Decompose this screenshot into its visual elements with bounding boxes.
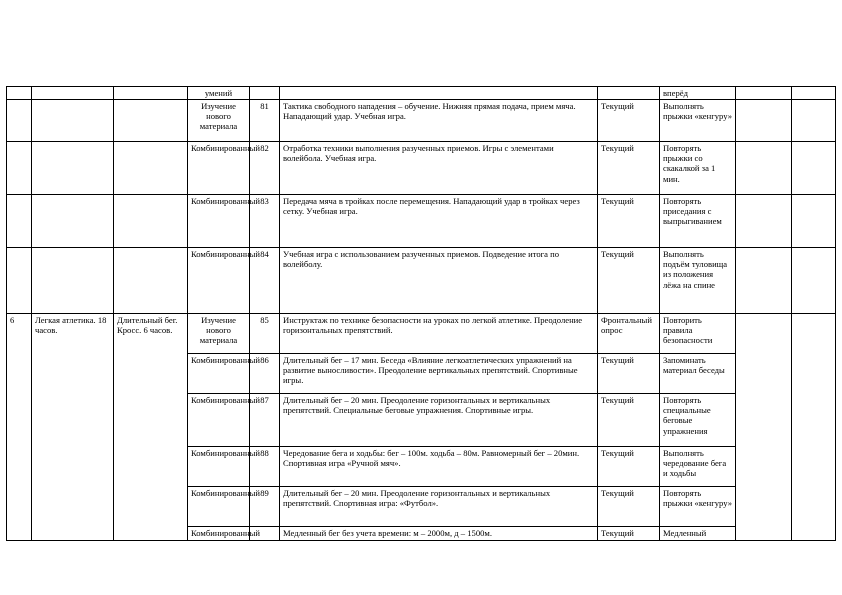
cell-empty <box>32 248 114 314</box>
cell-empty <box>792 248 836 314</box>
cell-empty <box>7 100 32 142</box>
control-type-cell: Текущий <box>598 100 660 142</box>
cell-empty <box>736 100 792 142</box>
control-type-cell: Текущий <box>598 447 660 487</box>
cell-empty <box>736 142 792 195</box>
continuation-row <box>7 87 836 100</box>
lesson-plan-table <box>6 86 836 541</box>
homework-cell: Запоминать материал беседы <box>660 354 736 394</box>
cell-empty <box>792 314 836 541</box>
lesson-type-cell: Комбинированный <box>188 195 250 248</box>
homework-cell: Выполнять чередование бега и ходьбы <box>660 447 736 487</box>
lesson-number-cell: 86 <box>250 354 280 394</box>
lesson-content-cell: Длительный бег – 17 мин. Беседа «Влияние легкоатлетических упражнений на развитие выносливости». Преодоление вертикальных препятствий. Спортивные игры. <box>280 354 598 394</box>
control-type-cell: Текущий <box>598 394 660 447</box>
cell-empty <box>32 142 114 195</box>
cell-empty <box>32 87 114 100</box>
table-row <box>7 142 836 195</box>
table-row <box>7 314 836 354</box>
control-type-cell: Текущий <box>598 195 660 248</box>
cell-empty <box>7 248 32 314</box>
cell-empty <box>250 87 280 100</box>
lesson-number-cell: 81 <box>250 100 280 142</box>
lesson-number-cell: 89 <box>250 487 280 527</box>
lesson-content-cell: Инструктаж по технике безопасности на уроках по легкой атлетике. Преодоление горизонтальных препятствий. <box>280 314 598 354</box>
homework-cell: Выполнять подъём туловища из положения лёжа на спине <box>660 248 736 314</box>
control-type-cell <box>598 527 660 541</box>
lesson-type-cell: Комбинированный <box>188 447 250 487</box>
lesson-type-cell: Комбинированный <box>188 394 250 447</box>
homework-cell: Выполнять прыжки «кенгуру» <box>660 100 736 142</box>
lesson-type-cell: Комбинированный <box>188 487 250 527</box>
lesson-content-cell: Отработка техники выполнения разученных приемов. Игры с элементами волейбола. Учебная игра. <box>280 142 598 195</box>
homework-cell: вперёд <box>660 87 736 100</box>
lesson-content-cell: Учебная игра с использованием разученных приемов. Подведение итога по волейболу. <box>280 248 598 314</box>
cell-empty <box>736 195 792 248</box>
lesson-type-cell: умений <box>188 87 250 100</box>
cell-empty <box>114 100 188 142</box>
cell-empty <box>792 195 836 248</box>
cell-empty <box>736 87 792 100</box>
homework-cell: Повторять прыжки со скакалкой за 1 мин. <box>660 142 736 195</box>
lesson-content-cell: Тактика свободного нападения – обучение. Нижняя прямая подача, прием мяча. Нападающий удар. Учебная игра. <box>280 100 598 142</box>
cell-empty <box>792 142 836 195</box>
lesson-type-cell: Комбинированный <box>188 248 250 314</box>
lesson-type-cell: Изучение нового материала <box>188 314 250 354</box>
lesson-type-cell <box>188 527 260 541</box>
lesson-content-cell: Передача мяча в тройках после перемещения. Нападающий удар в тройках через сетку. Учебная игра. <box>280 195 598 248</box>
lesson-content-cell <box>280 527 598 541</box>
lesson-number-cell: 82 <box>250 142 280 195</box>
table-row <box>7 195 836 248</box>
lesson-number-cell: 88 <box>250 447 280 487</box>
lesson-number-cell: 85 <box>250 314 280 354</box>
cell-empty <box>792 87 836 100</box>
lesson-type-text: Комбинированный <box>191 528 260 539</box>
cell-empty <box>114 195 188 248</box>
cell-empty <box>114 248 188 314</box>
cell-empty <box>32 195 114 248</box>
lesson-number-cell: 84 <box>250 248 280 314</box>
cell-empty <box>7 87 32 100</box>
lesson-type-cell: Комбинированный <box>188 142 250 195</box>
cell-empty <box>114 142 188 195</box>
control-type-text: Текущий <box>601 528 634 539</box>
section-number-cell: 6 <box>7 314 32 541</box>
cell-empty <box>736 314 792 541</box>
control-type-cell: Текущий <box>598 248 660 314</box>
control-type-cell: Фронтальный опрос <box>598 314 660 354</box>
lesson-number-cell: 87 <box>250 394 280 447</box>
control-type-cell: Текущий <box>598 487 660 527</box>
lesson-content-cell: Длительный бег – 20 мин. Преодоление горизонтальных и вертикальных препятствий. Специальные беговые упражнения. Спортивные игры. <box>280 394 598 447</box>
cell-empty <box>7 195 32 248</box>
section-topic-cell: Длительный бег. Кросс. 6 часов. <box>114 314 188 541</box>
lesson-content-cell: Длительный бег – 20 мин. Преодоление горизонтальных и вертикальных препятствий. Спортивная игра: «Футбол». <box>280 487 598 527</box>
cell-empty <box>792 100 836 142</box>
control-type-cell: Текущий <box>598 354 660 394</box>
lesson-content-text: Медленный бег без учета времени: м – 2000м, д – 1500м. <box>283 528 492 539</box>
homework-cell: Повторять прыжки «кенгуру» <box>660 487 736 527</box>
table-row <box>7 248 836 314</box>
lesson-number-cell: 83 <box>250 195 280 248</box>
homework-cell <box>660 527 736 541</box>
lesson-type-cell: Комбинированный <box>188 354 250 394</box>
homework-cell: Повторять приседания с выпрыгиванием <box>660 195 736 248</box>
table-row <box>7 100 836 142</box>
homework-cell: Повторить правила безопасности <box>660 314 736 354</box>
cell-empty <box>280 87 598 100</box>
lesson-content-cell: Чередование бега и ходьбы: бег – 100м. ходьба – 80м. Равномерный бег – 20мин. Спортивная игра «Ручной мяч». <box>280 447 598 487</box>
homework-text: Медленный <box>663 528 707 539</box>
cell-empty <box>7 142 32 195</box>
lesson-type-cell: Изучение нового материала <box>188 100 250 142</box>
cell-empty <box>736 248 792 314</box>
section-title-cell: Легкая атлетика. 18 часов. <box>32 314 114 541</box>
cell-empty <box>114 87 188 100</box>
cell-empty <box>32 100 114 142</box>
cell-empty <box>598 87 660 100</box>
homework-cell: Повторять специальные беговые упражнения <box>660 394 736 447</box>
control-type-cell: Текущий <box>598 142 660 195</box>
